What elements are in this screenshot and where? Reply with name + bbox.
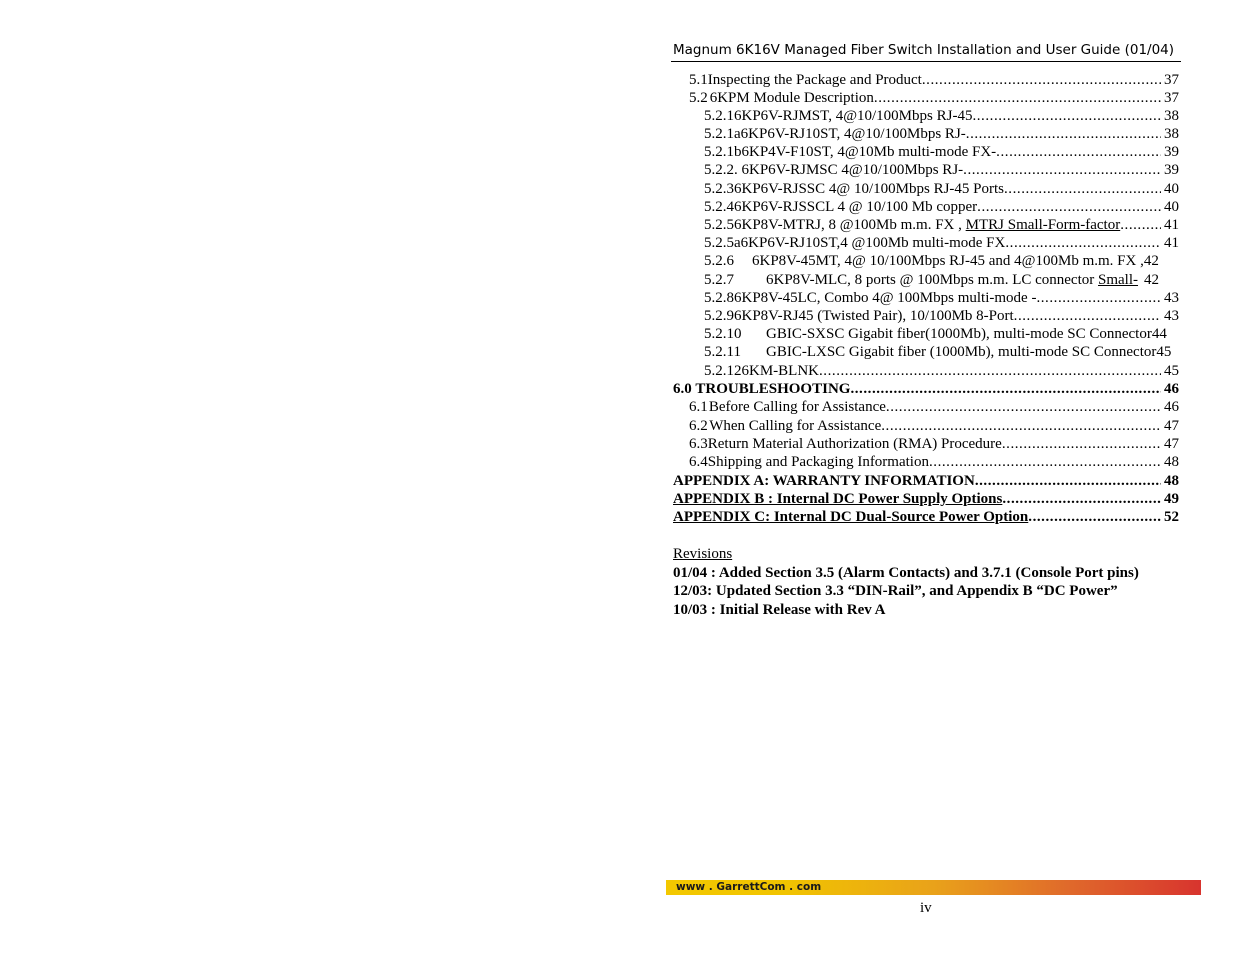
toc-entry-title: 6KP8V-RJ45 (Twisted Pair), 10/100Mb 8-Port bbox=[734, 308, 1014, 324]
toc-entry-title: 6KP8V-45MT, 4@ 10/100Mbps RJ-45 and 4@100Mb m.m. FX , bbox=[752, 253, 1144, 269]
toc-entry-title: GBIC-LXSC Gigabit fiber (1000Mb), multi-mode SC Connector bbox=[766, 344, 1157, 360]
header-rule bbox=[671, 61, 1181, 62]
toc-entry-page: 40 bbox=[1164, 199, 1179, 215]
toc-entry-page: 38 bbox=[1164, 126, 1179, 142]
toc-entry-page: 39 bbox=[1164, 162, 1179, 178]
toc-entry-number: 5.2.10 bbox=[704, 326, 742, 342]
toc-entry-title: 6KP8V-MTRJ, 8 @100Mb m.m. FX , bbox=[734, 217, 962, 233]
revision-line: 01/04 : Added Section 3.5 (Alarm Contacts) and 3.7.1 (Console Port pins) bbox=[673, 565, 1139, 581]
toc-entry-number: 5.2.11 bbox=[704, 344, 741, 360]
toc-entry-page: 49 bbox=[1164, 491, 1179, 507]
toc-entry[interactable] bbox=[673, 380, 1179, 398]
toc-entry-number: 5.2.1 bbox=[704, 108, 734, 124]
toc-entry-page: 42 bbox=[1143, 253, 1159, 269]
toc-entry-page: 41 bbox=[1164, 217, 1179, 233]
toc-entry-page: 52 bbox=[1164, 509, 1179, 525]
toc-entry-title: 6KPM Module Description bbox=[709, 90, 874, 106]
toc-entry-number: 5.1 bbox=[689, 72, 708, 88]
toc-entry-title: APPENDIX C: Internal DC Dual-Source Power Option bbox=[673, 509, 1029, 525]
toc-entry-page: 42 bbox=[1144, 272, 1160, 288]
toc-entry-number: 5.2.3 bbox=[704, 181, 734, 197]
toc-entry-title: 6KP6V-RJMST, 4@10/100Mbps RJ-45 bbox=[734, 108, 973, 124]
toc-entry-page: 43 bbox=[1164, 308, 1179, 324]
toc-entry-number: 5.2.9 bbox=[704, 308, 734, 324]
toc-entry-number: 5.2.5 bbox=[704, 217, 734, 233]
toc-entry-page: 46 bbox=[1164, 399, 1179, 415]
toc-entry-title: 6KP6V-RJ10ST,4 @100Mb multi-mode FX bbox=[740, 235, 1006, 251]
toc-entry-number: 5.2.5a bbox=[704, 235, 741, 251]
toc-entry-title: TROUBLESHOOTING bbox=[695, 381, 851, 397]
toc-entry-title: 6KP4V-F10ST, 4@10Mb multi-mode FX- bbox=[741, 144, 997, 160]
toc-entry-title: 6KP8V-MLC, 8 ports @ 100Mbps m.m. LC connector bbox=[766, 272, 1095, 288]
toc-entry-title-link[interactable]: Small- bbox=[1098, 272, 1139, 288]
toc-entry-number: 5.2.12 bbox=[704, 363, 742, 379]
toc-entry[interactable] bbox=[673, 398, 1179, 416]
toc-entry-number: 6.3 bbox=[689, 436, 708, 452]
toc-entry-number: 5.2.1b bbox=[704, 144, 742, 160]
toc-entry-number: 5.2.4 bbox=[704, 199, 734, 215]
revision-line: 10/03 : Initial Release with Rev A bbox=[673, 602, 886, 618]
toc-entry-number: 5.2.8 bbox=[704, 290, 734, 306]
toc-entry-page: 48 bbox=[1164, 454, 1179, 470]
toc-entry-number: 5.2.1a bbox=[704, 126, 741, 142]
toc-entry-appendix[interactable] bbox=[673, 472, 1179, 490]
footer-url[interactable]: www . GarrettCom . com bbox=[676, 881, 822, 893]
toc-entry-title: 5.2.2. 6KP6V-RJMSC 4@10/100Mbps RJ- bbox=[704, 162, 964, 178]
toc-entry-page: 47 bbox=[1164, 436, 1179, 452]
toc-entry-title: 6KP6V-RJSSC 4@ 10/100Mbps RJ-45 Ports bbox=[734, 181, 1004, 197]
toc-entry-title: Inspecting the Package and Product bbox=[707, 72, 922, 88]
toc-entry-page: 45 bbox=[1156, 344, 1172, 360]
toc-entry-title: APPENDIX B : Internal DC Power Supply Options bbox=[673, 491, 1003, 507]
toc-entry-number: 6.0 bbox=[673, 381, 692, 397]
toc-entry[interactable] bbox=[673, 289, 1179, 307]
toc-entry[interactable] bbox=[673, 71, 1179, 89]
toc-entry-number: 6.2 bbox=[689, 418, 708, 434]
toc-entry-page: 40 bbox=[1164, 181, 1179, 197]
toc-entry-title: 6KP8V-45LC, Combo 4@ 100Mbps multi-mode - bbox=[734, 290, 1037, 306]
toc-entry-title: 6KM-BLNK bbox=[741, 363, 819, 379]
toc-entry-title: APPENDIX A: WARRANTY INFORMATION bbox=[673, 473, 975, 489]
toc-entry[interactable] bbox=[673, 107, 1179, 125]
toc-entry-page: 37 bbox=[1164, 72, 1179, 88]
toc-entry[interactable] bbox=[673, 417, 1179, 435]
toc-entry-title: Shipping and Packaging Information bbox=[707, 454, 929, 470]
toc-entry[interactable] bbox=[673, 362, 1179, 380]
toc-entry-number: 5.2.7 bbox=[704, 272, 734, 288]
toc-entry-title-link[interactable]: MTRJ Small-Form-factor bbox=[965, 217, 1121, 233]
toc-entry-title: Before Calling for Assistance bbox=[708, 399, 886, 415]
toc-entry-page: 39 bbox=[1164, 144, 1179, 160]
toc-entry-number: 6.1 bbox=[689, 399, 708, 415]
toc-entry-number: 5.2.6 bbox=[704, 253, 734, 269]
toc-entry-appendix[interactable] bbox=[673, 490, 1179, 508]
toc-entry-page: 44 bbox=[1151, 326, 1167, 342]
toc-entry[interactable] bbox=[673, 325, 1167, 343]
toc-entry[interactable] bbox=[673, 143, 1179, 161]
toc-entry-title: Return Material Authorization (RMA) Procedure bbox=[707, 436, 1002, 452]
toc-entry-title: GBIC-SXSC Gigabit fiber(1000Mb), multi-mode SC Connector bbox=[766, 326, 1152, 342]
toc-entry-number: 6.4 bbox=[689, 454, 708, 470]
toc-entry[interactable] bbox=[673, 125, 1179, 143]
toc-entry[interactable] bbox=[673, 198, 1179, 216]
toc-entry-page: 41 bbox=[1164, 235, 1179, 251]
toc-entry-page: 47 bbox=[1164, 418, 1179, 434]
toc-entry-page: 38 bbox=[1164, 108, 1179, 124]
toc-entry[interactable] bbox=[673, 453, 1179, 471]
toc-entry[interactable] bbox=[673, 307, 1179, 325]
toc-entry-page: 46 bbox=[1164, 381, 1179, 397]
toc-entry[interactable] bbox=[704, 252, 1159, 270]
toc-entry-title: 6KP6V-RJSSCL 4 @ 10/100 Mb copper bbox=[734, 199, 978, 215]
toc-entry[interactable] bbox=[673, 89, 1179, 107]
toc-entry-page: 48 bbox=[1164, 473, 1179, 489]
revisions-heading: Revisions bbox=[673, 546, 733, 562]
toc-entry-number: 5.2 bbox=[689, 90, 708, 106]
toc-entry-title: 6KP6V-RJ10ST, 4@10/100Mbps RJ- bbox=[740, 126, 966, 142]
toc-entry[interactable] bbox=[673, 271, 1159, 289]
toc-entry[interactable] bbox=[673, 180, 1179, 198]
toc-entry-page: 45 bbox=[1164, 363, 1179, 379]
toc-entry-page: 43 bbox=[1164, 290, 1179, 306]
toc-entry-page: 37 bbox=[1164, 90, 1179, 106]
toc-entry[interactable] bbox=[704, 216, 1179, 234]
toc-entry[interactable] bbox=[673, 435, 1179, 453]
revision-line: 12/03: Updated Section 3.3 “DIN-Rail”, and Appendix B “DC Power” bbox=[673, 583, 1118, 599]
page-number: iv bbox=[920, 900, 932, 916]
document-title: Magnum 6K16V Managed Fiber Switch Installation and User Guide (01/04) bbox=[673, 42, 1175, 58]
toc-entry[interactable] bbox=[673, 343, 1171, 361]
toc-entry-title: When Calling for Assistance bbox=[709, 418, 882, 434]
toc-entry-appendix[interactable] bbox=[673, 508, 1179, 526]
toc-entry[interactable] bbox=[704, 161, 1179, 179]
toc-entry[interactable] bbox=[704, 234, 1179, 252]
